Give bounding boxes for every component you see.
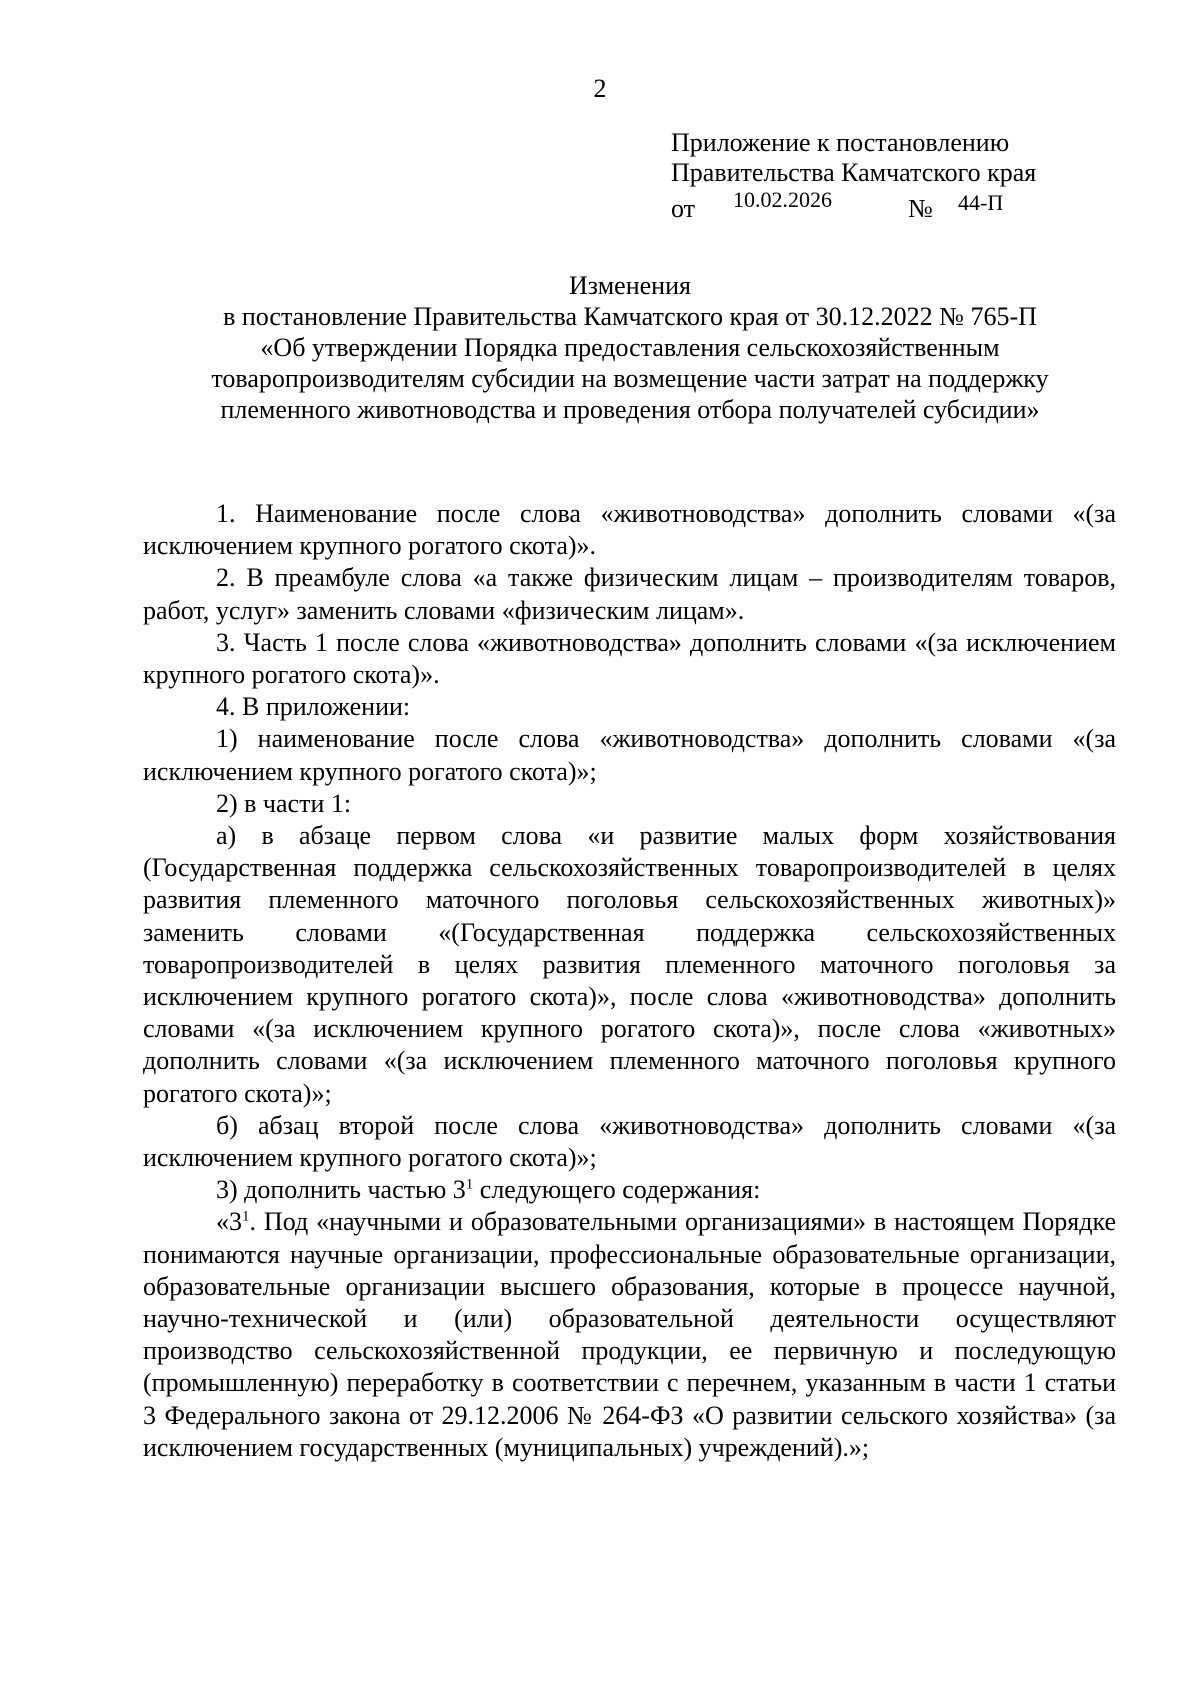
paragraph-9-text: 3) дополнить частью 3 [216,1175,466,1205]
decree-number: 44-П [958,190,1004,215]
title-heading: Изменения [569,271,691,300]
title-line-1: в постановление Правительства Камчатского края от 30.12.2022 № 765-П [223,302,1037,331]
number-label: № [908,194,933,223]
page-number: 2 [593,74,607,103]
paragraph-10 [143,1206,1116,1464]
paragraph-6: 2) в части 1: [216,788,352,818]
paragraph-1: 1. Наименование после слова «животноводства» дополнить словами «(за исключением крупного рогатого скота)». [143,499,1116,561]
paragraph-7: а) в абзаце первом слова «и развитие малых форм хозяйствования (Государственная поддержка сельскохозяйственных товаропроизводителей в целях развития племенного маточного поголовья сельскохозяйственных животных)» заменить словами «(Государственная поддержка сельскохозяйственных товаропроизводителей в целях развития племенного маточного поголовья за исключением крупного рогатого скота)», после слова «животноводства» дополнить словами «(за исключением крупного рогатого скота)», после слова «животных» дополнить словами «(за исключением племенного маточного поголовья крупного рогатого скота)»; [143,821,1116,1108]
paragraph-5: 1) наименование после слова «животноводства» дополнить словами «(за исключением крупного рогатого скота)»; [143,724,1116,786]
appendix-line-2: Правительства Камчатского края [671,158,1037,187]
paragraph-9-text-end: следующего содержания: [473,1175,761,1205]
title-line-2: «Об утверждении Порядка предоставления сельскохозяйственным [260,333,1000,362]
paragraph-4: 4. В приложении: [216,692,411,722]
paragraph-2: 2. В преамбуле слова «а также физическим лицам – производителям товаров, работ, услуг» заменить словами «физическим лицам». [143,563,1116,625]
document-title [140,270,1120,425]
document-body [143,498,1116,1464]
paragraph-10-text: «3 [216,1207,242,1237]
paragraph-8: б) абзац второй после слова «животноводства» дополнить словами «(за исключением крупного рогатого скота)»; [143,1110,1116,1173]
paragraph-9 [143,1174,1116,1206]
from-label: от [671,194,696,223]
appendix-line-1: Приложение к постановлению [671,128,1010,157]
title-line-3: товаропроизводителям субсидии на возмещение части затрат на поддержку [211,364,1049,393]
paragraph-10-text-end: . Под «научными и образовательными организациями» в настоящем Порядке понимаются научные организации, профессиональные образовательные организации, образовательные организации высшего образования, которые в процессе научной, научно-технической и (или) образовательной деятельности осуществляют производство сельскохозяйственной продукции, ее первичную и последующую (промышленную) переработку в соответствии с перечнем, указанным в части 1 статьи 3 Федерального закона от 29.12.2006 № 264-ФЗ «О развитии сельского хозяйства» (за исключением государственных (муниципальных) учреждений).»; [143,1207,1116,1462]
appendix-block [671,128,1171,223]
appendix-date-line [671,187,1171,223]
superscript: 1 [465,1176,474,1193]
title-line-4: племенного животноводства и проведения отбора получателей субсидии» [220,395,1040,424]
paragraph-3: 3. Часть 1 после слова «животноводства» дополнить словами «(за исключением крупного рогатого скота)». [143,627,1116,690]
decree-date: 10.02.2026 [733,187,832,212]
superscript: 1 [242,1208,250,1225]
